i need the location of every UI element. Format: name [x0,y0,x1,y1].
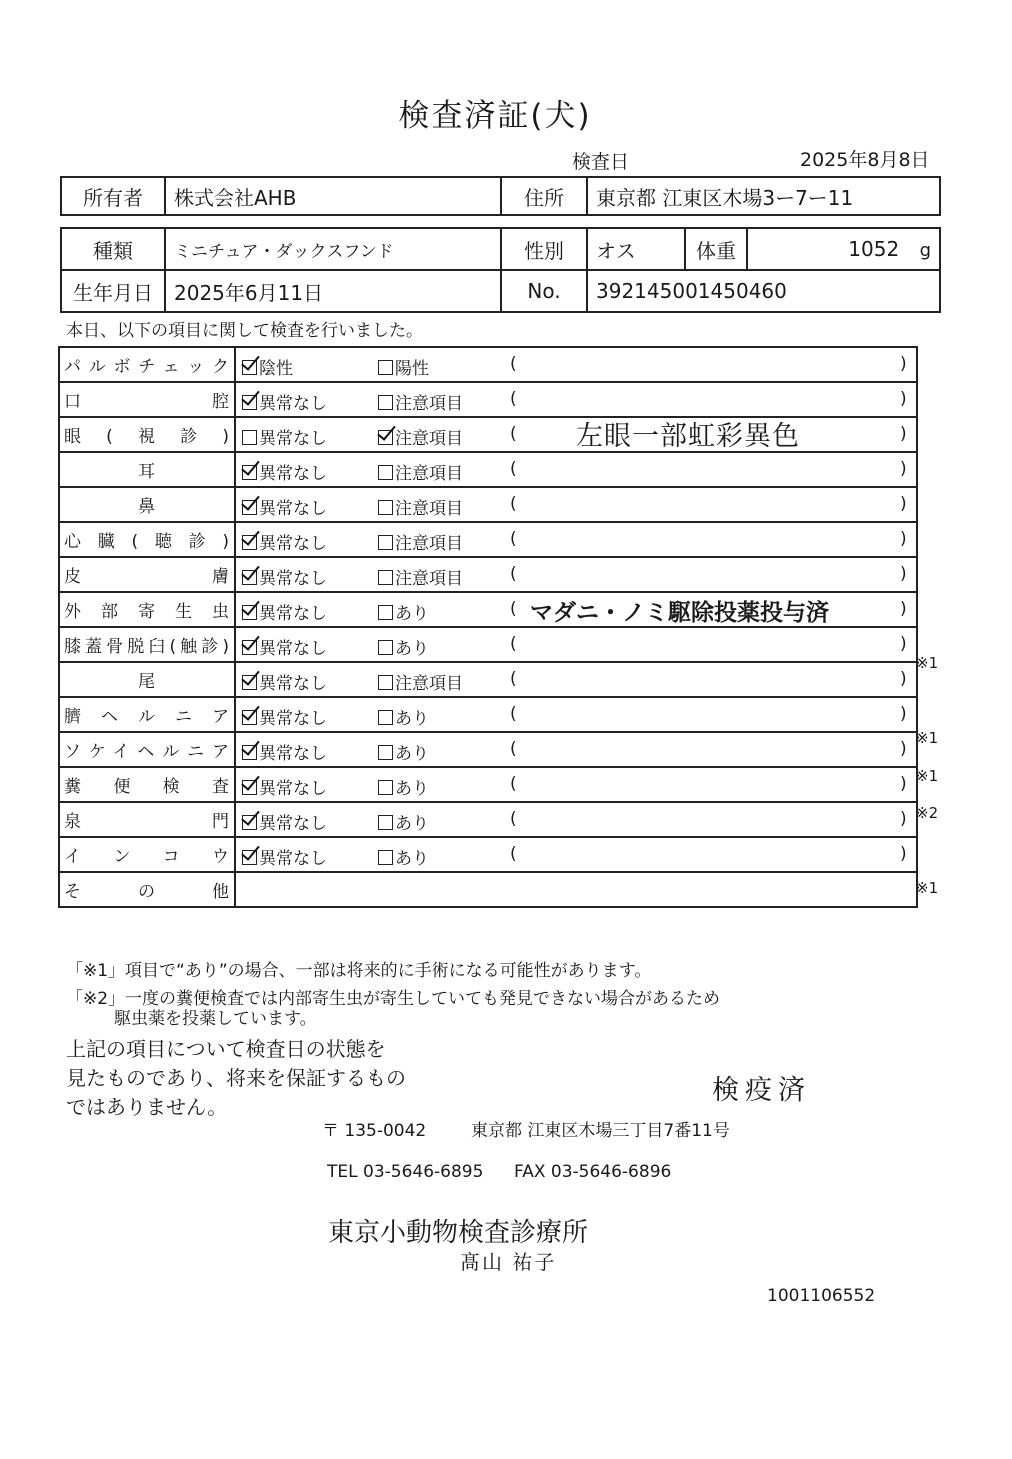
option-2-checkbox[interactable] [378,774,429,799]
option-2-checkbox[interactable] [378,424,463,449]
check-item-label: 尾 [59,662,235,697]
document-number: 1001106552 [767,1286,876,1306]
checkbox-icon[interactable] [242,430,257,445]
paren-open: ( [510,389,517,409]
footnote-mark: ※1 [916,879,939,897]
weight-label: 体重 [685,228,747,270]
breed-value: ミニチュア・ダックスフンド [165,228,501,270]
intro-text: 本日、以下の項目に関して検査を行いました。 [66,321,423,341]
option-2-checkbox-label: あり [395,779,429,799]
check-item-label: 眼(視診) [59,417,235,452]
footnote-mark: ※2 [916,804,939,822]
paren-open: ( [510,459,517,479]
option-1-checkbox[interactable] [242,564,327,589]
check-item-label: ソケイヘルニア [59,732,235,767]
option-2-checkbox-label: あり [395,604,429,624]
option-1-checkbox-label: 異常なし [259,639,327,659]
option-2-checkbox[interactable] [378,809,429,834]
option-1-checkbox-label: 異常なし [259,779,327,799]
check-item-label: 臍ヘルニア [59,697,235,732]
option-2-checkbox[interactable] [378,564,463,589]
checkbox-icon[interactable] [378,780,393,795]
option-1-checkbox[interactable] [242,809,327,834]
check-options [235,557,917,592]
paren-close: ) [900,599,907,619]
check-options [235,487,917,522]
disclaimer [66,1035,406,1122]
option-1-checkbox[interactable] [242,389,327,414]
option-2-checkbox[interactable] [378,459,463,484]
option-1-checkbox-label: 異常なし [259,429,327,449]
paren-close: ) [900,774,907,794]
footnote-mark: ※1 [916,729,939,747]
check-options [235,382,917,417]
address-value: 東京都 江東区木場3ー7ー11 [587,177,940,215]
owner-label: 所有者 [61,177,165,215]
check-row [59,767,917,802]
option-2-checkbox-label: あり [395,849,429,869]
paren-close: ) [900,494,907,514]
check-options [235,697,917,732]
option-2-checkbox-label: 注意項目 [395,499,463,519]
footnote-1: 「※1」項目で“あり”の場合、一部は将来的に手術になる可能性があります。 [66,961,652,981]
weight-cell [747,228,940,270]
checkbox-icon[interactable] [378,710,393,725]
check-options [235,347,917,382]
check-item-label: 心臓(聴診) [59,522,235,557]
checkbox-icon[interactable] [242,640,257,655]
paren-close: ) [900,634,907,654]
checkbox-icon[interactable] [378,360,393,375]
option-2-checkbox-label: あり [395,639,429,659]
paren-open: ( [510,844,517,864]
option-1-checkbox[interactable] [242,529,327,554]
check-item-label: 耳 [59,452,235,487]
paren-close: ) [900,459,907,479]
option-1-checkbox[interactable] [242,354,293,379]
option-1-checkbox-label: 異常なし [259,744,327,764]
paren-open: ( [510,809,517,829]
option-1-checkbox-label: 異常なし [259,674,327,694]
check-options [235,767,917,802]
checkbox-icon[interactable] [378,430,393,445]
check-options [235,837,917,872]
option-1-checkbox[interactable] [242,669,327,694]
paren-close: ) [900,354,907,374]
paren-close: ) [900,739,907,759]
checkbox-icon[interactable] [242,465,257,480]
option-2-checkbox[interactable] [378,739,429,764]
checkbox-icon[interactable] [242,535,257,550]
paren-close: ) [900,564,907,584]
checkbox-icon[interactable] [242,605,257,620]
paren-close: ) [900,669,907,689]
check-item-label: 口腔 [59,382,235,417]
footnote-mark: ※1 [916,654,939,672]
check-item-label: 皮膚 [59,557,235,592]
check-row [59,417,917,452]
option-1-checkbox-label: 異常なし [259,849,327,869]
paren-close: ) [900,704,907,724]
checkbox-icon[interactable] [378,500,393,515]
checkbox-icon[interactable] [242,570,257,585]
option-1-checkbox[interactable] [242,599,327,624]
no-label: No. [501,270,587,312]
checkbox-icon[interactable] [242,710,257,725]
footnote-2-line1: 「※2」一度の糞便検査では内部寄生虫が寄生していても発見できない場合があるため [66,989,721,1009]
check-options [235,732,917,767]
checkbox-icon[interactable] [242,395,257,410]
checkbox-icon[interactable] [242,780,257,795]
check-item-label: 外部寄生虫 [59,592,235,627]
checkbox-icon[interactable] [378,605,393,620]
document-title: 検査済証(犬) [398,98,592,134]
checkbox-icon[interactable] [242,745,257,760]
paren-close: ) [900,389,907,409]
paren-open: ( [510,599,517,619]
option-2-checkbox[interactable] [378,669,463,694]
check-item-label: インコウ [59,837,235,872]
option-1-checkbox-label: 異常なし [259,534,327,554]
option-2-checkbox[interactable] [378,599,429,624]
footnote-2-line2: 駆虫薬を投薬しています。 [114,1009,317,1029]
paren-open: ( [510,739,517,759]
option-1-checkbox-label: 異常なし [259,499,327,519]
check-row [59,522,917,557]
check-options [235,522,917,557]
option-2-checkbox[interactable] [378,704,429,729]
option-2-checkbox-label: 注意項目 [395,429,463,449]
option-1-checkbox[interactable] [242,634,327,659]
paren-close: ) [900,844,907,864]
option-1-checkbox-label: 陰性 [259,359,293,379]
clinic-tel: TEL 03-5646-6895 [327,1162,484,1182]
animal-table [60,227,941,313]
paren-open: ( [510,354,517,374]
checkbox-icon[interactable] [378,640,393,655]
option-1-checkbox-label: 異常なし [259,464,327,484]
check-row [59,592,917,627]
breed-label: 種類 [61,228,165,270]
clinic-address: 東京都 江東区木場三丁目7番11号 [471,1121,730,1141]
check-row [59,487,917,522]
option-1-checkbox[interactable] [242,739,327,764]
option-2-checkbox-label: 注意項目 [395,569,463,589]
option-1-checkbox-label: 異常なし [259,709,327,729]
check-note: マダニ・ノミ駆除投薬投与済 [530,600,829,626]
checkbox-icon[interactable] [242,850,257,865]
checks-table [58,346,918,908]
other-value [235,872,917,907]
check-row [59,802,917,837]
paren-close: ) [900,809,907,829]
option-1-checkbox[interactable] [242,424,327,449]
option-2-checkbox-label: 注意項目 [395,534,463,554]
option-1-checkbox[interactable] [242,844,327,869]
option-1-checkbox-label: 異常なし [259,394,327,414]
option-1-checkbox[interactable] [242,774,327,799]
clinic-name: 東京小動物検査診療所 [328,1218,589,1248]
checkbox-icon[interactable] [378,675,393,690]
disclaimer-line-1: 上記の項目について検査日の状態を [66,1037,386,1061]
check-item-label: 鼻 [59,487,235,522]
option-2-checkbox[interactable] [378,529,463,554]
checks-body [59,347,917,872]
paren-open: ( [510,704,517,724]
owner-table [60,176,941,216]
address-label: 住所 [501,177,587,215]
option-1-checkbox[interactable] [242,704,327,729]
checkbox-icon[interactable] [242,360,257,375]
check-options [235,627,917,662]
clinic-fax: FAX 03-5646-6896 [514,1162,672,1182]
option-2-checkbox-label: あり [395,814,429,834]
paren-open: ( [510,774,517,794]
check-item-label: 膝蓋骨脱臼(触診) [59,627,235,662]
check-row [59,347,917,382]
checkbox-icon[interactable] [242,815,257,830]
check-row [59,627,917,662]
postal-code: 〒 135-0042 [322,1121,427,1141]
option-2-checkbox-label: あり [395,744,429,764]
disclaimer-line-2: 見たものであり、将来を保証するもの [66,1066,406,1090]
check-options [235,592,917,627]
checkbox-icon[interactable] [378,745,393,760]
check-options [235,802,917,837]
check-note: 左眼一部虹彩異色 [576,421,800,452]
check-row [59,837,917,872]
check-options [235,662,917,697]
check-options [235,417,917,452]
option-2-checkbox[interactable] [378,354,429,379]
checkbox-icon[interactable] [378,395,393,410]
paren-open: ( [510,564,517,584]
checkbox-icon[interactable] [378,570,393,585]
check-row [59,662,917,697]
paren-close: ) [900,529,907,549]
check-options [235,452,917,487]
footnote-mark: ※1 [916,766,939,785]
option-2-checkbox[interactable] [378,844,429,869]
inspection-date-label: 検査日 [572,151,630,173]
check-item-label: パルボチェック [59,347,235,382]
option-1-checkbox-label: 異常なし [259,569,327,589]
owner-value: 株式会社AHB [165,177,501,215]
check-row [59,557,917,592]
paren-open: ( [510,494,517,514]
option-1-checkbox-label: 異常なし [259,604,327,624]
option-1-checkbox-label: 異常なし [259,814,327,834]
paren-open: ( [510,634,517,654]
option-2-checkbox-label: あり [395,709,429,729]
option-2-checkbox-label: 注意項目 [395,674,463,694]
paren-open: ( [510,529,517,549]
checkbox-icon[interactable] [378,535,393,550]
person-name: 髙山 祐子 [460,1250,557,1274]
birth-value: 2025年6月11日 [165,270,501,312]
sex-value: オス [587,228,685,270]
option-1-checkbox[interactable] [242,459,327,484]
check-item-label: 糞便検査 [59,767,235,802]
option-2-checkbox[interactable] [378,634,429,659]
paren-close: ) [900,424,907,444]
sex-label: 性別 [501,228,587,270]
no-value: 392145001450460 [587,270,940,312]
option-2-checkbox[interactable] [378,389,463,414]
other-label: その他 [59,872,235,907]
check-row [59,452,917,487]
quarantine-stamp: 検疫済 [712,1075,811,1106]
check-item-label: 泉門 [59,802,235,837]
paren-open: ( [510,669,517,689]
option-2-checkbox-label: 注意項目 [395,394,463,414]
checkbox-icon[interactable] [242,675,257,690]
paren-open: ( [510,424,517,444]
disclaimer-line-3: ではありません。 [66,1095,228,1119]
checkbox-icon[interactable] [378,850,393,865]
check-row [59,697,917,732]
check-row [59,382,917,417]
weight-value: 1052 [848,237,900,261]
option-2-checkbox-label: 注意項目 [395,464,463,484]
option-1-checkbox[interactable] [242,494,327,519]
check-row [59,732,917,767]
weight-unit: g [919,240,931,261]
option-2-checkbox[interactable] [378,494,463,519]
checkbox-icon[interactable] [378,465,393,480]
inspection-date-value: 2025年8月8日 [800,149,930,171]
birth-label: 生年月日 [61,270,165,312]
checkbox-icon[interactable] [378,815,393,830]
checkbox-icon[interactable] [242,500,257,515]
option-2-checkbox-label: 陽性 [395,359,429,379]
